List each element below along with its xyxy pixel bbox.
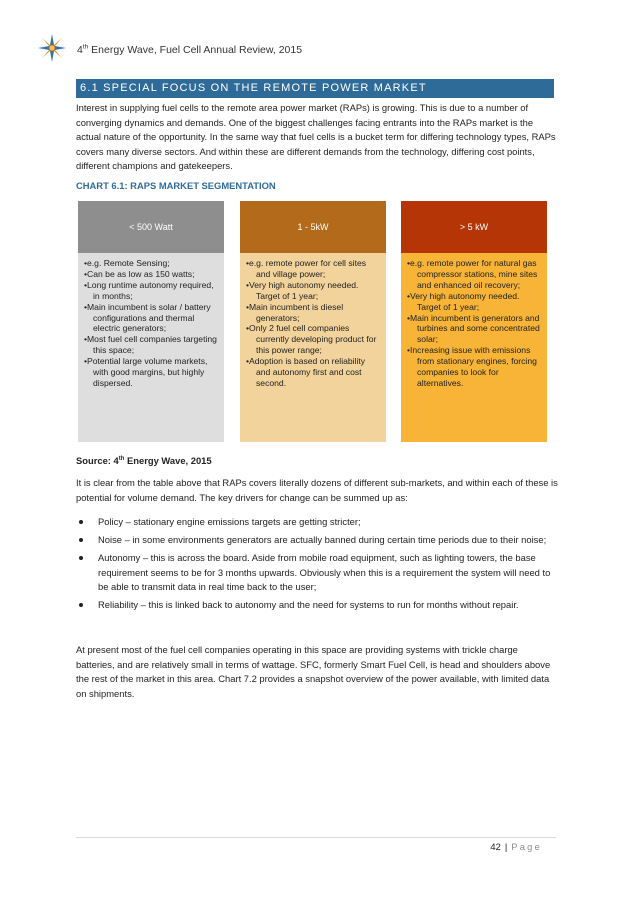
bullet-item: Noise – in some environments generators are actually banned during certain time periods due to their noise; — [76, 533, 558, 548]
page-word: Page — [511, 841, 542, 852]
bullet-item: Reliability – this is linked back to autonomy and the need for systems to run for months without repair. — [76, 598, 558, 613]
chart-caption: CHART 6.1: RAPS MARKET SEGMENTATION — [76, 180, 276, 191]
segment-column-1-5kw — [240, 201, 386, 442]
segment-heading: 1 - 5kW — [240, 201, 386, 253]
segment-item: •Only 2 fuel cell companies currently developing product for this power range; — [246, 323, 377, 356]
footer-divider — [76, 837, 556, 838]
segment-column-over-5kw — [401, 201, 547, 442]
segment-item: •e.g. Remote Sensing; — [84, 258, 170, 268]
segment-item: •Long runtime autonomy required, in months; — [84, 279, 214, 301]
segment-item: •e.g. remote power for natural gas compressor stations, mine sites and enhanced oil recovery; — [407, 258, 538, 290]
drivers-paragraph: It is clear from the table above that RAPs covers literally dozens of different sub-markets, and within each of these is potential for volume demand. The key drivers for change can be summed up as: — [76, 477, 558, 503]
chart-source: Source: 4th Energy Wave, 2015 — [76, 455, 212, 466]
segment-body — [78, 253, 224, 442]
segment-item: •Can be as low as 150 watts; — [84, 268, 195, 279]
segment-item: •Adoption is based on reliability and autonomy first and cost second. — [246, 356, 366, 388]
segment-column-under-500w — [78, 201, 224, 442]
segment-item: •e.g. remote power for cell sites and village power; — [246, 258, 367, 279]
footer-separator: | — [504, 841, 508, 852]
segment-body — [401, 253, 547, 442]
bullet-icon — [79, 538, 83, 542]
bullet-item: Policy – stationary engine emissions targets are getting stricter; — [76, 515, 558, 530]
segment-item: •Very high autonomy needed. Target of 1 year; — [407, 290, 520, 312]
segment-heading: < 500 Watt — [78, 201, 224, 253]
section-heading-bar — [76, 79, 554, 98]
segment-heading: > 5 kW — [401, 201, 547, 253]
segment-item: •Increasing issue with emissions from stationary engines, forcing companies to look for alternatives. — [407, 345, 537, 388]
drivers-bullet-list — [76, 515, 558, 617]
compass-star-logo-icon — [38, 34, 66, 62]
header-title: 4th Energy Wave, Fuel Cell Annual Review, 2015 — [77, 43, 303, 56]
page-footer — [490, 841, 542, 852]
segment-item: •Main incumbent is generators and turbines and some concentrated solar; — [407, 312, 540, 345]
bullet-item: Autonomy – this is across the board. Aside from mobile road equipment, such as lighting towers, the base requirement seems to be for 3 months upwards. Obviously when this is a requirement the system will need to be able to transmit data in real time back to the user; — [76, 551, 558, 595]
bullet-icon — [79, 603, 83, 607]
page-header — [38, 34, 598, 64]
intro-paragraph: Interest in supplying fuel cells to the remote area power market (RAPs) is growing. This is due to a number of converging dynamics and demands. One of the biggest challenges facing entrants into the RAPs market is the actual nature of the opportunity. In the same way that fuel cells is a bucket term for differing technology types, RAPs covers many diverse sectors. And within these are different demands from the technology, differing cost points, different champions and gatekeepers. — [76, 102, 556, 172]
segment-body — [240, 253, 386, 442]
section-title: 6.1 SPECIAL FOCUS ON THE REMOTE POWER MARKET — [80, 82, 427, 94]
page-number: 42 — [490, 841, 501, 852]
segment-item: •Very high autonomy needed. Target of 1 year; — [246, 279, 359, 301]
segment-item: •Main incumbent is diesel generators; — [246, 301, 344, 323]
bullet-icon — [79, 556, 83, 560]
bullet-icon — [79, 520, 83, 524]
segment-item: •Most fuel cell companies targeting this space; — [84, 334, 217, 356]
segment-item: •Main incumbent is solar / battery configurations and thermal electric generators; — [84, 301, 211, 334]
market-paragraph: At present most of the fuel cell companies operating in this space are providing systems with trickle charge batteries, and are relatively small in terms of wattage. SFC, formerly Smart Fuel Cell, is head and shoulders above the rest of the market in this area. Chart 7.2 provides a snapshot overview of the power available, with limited data on shipments. — [76, 644, 551, 699]
segment-item: •Potential large volume markets, with good margins, but highly dispersed. — [84, 356, 208, 388]
